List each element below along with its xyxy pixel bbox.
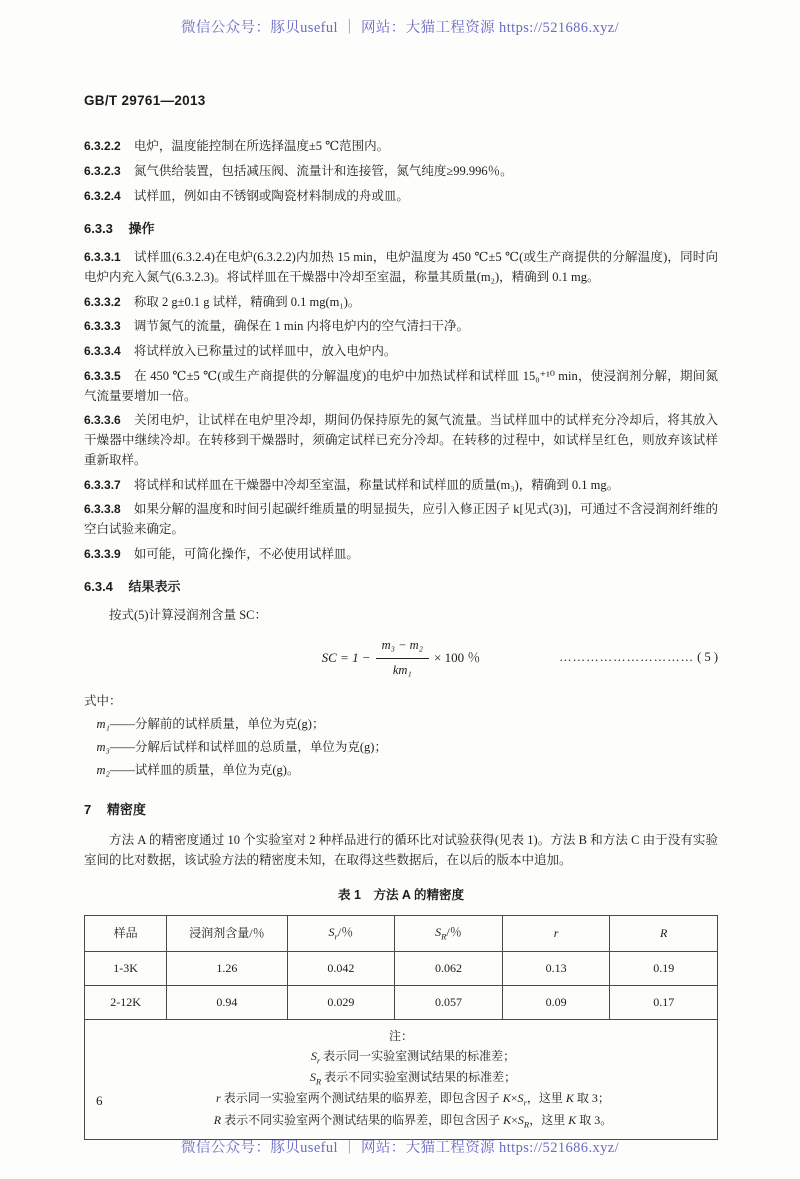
clause-number: 6.3.3.8 [84,502,121,517]
table-note: $S_R$ 表示不同实验室测试结果的标准差； [309,1069,517,1087]
table-header-row [85,916,718,952]
heading-number: 6.3.4 [84,578,113,594]
clause-6.3.3.7 [84,476,718,496]
table-cell: 0.042 [287,952,395,986]
precision-paragraph: 方法 A 的精密度通过 10 个实验室对 2 种样品进行的循环比对试验获得(见表 1)。方法 B 和方法 C 由于没有实验室间的比对数据，该试验方法的精密度未知，在取得这些数据后，在以后的版本中追加。 [84,832,718,867]
symbol-definitions [84,715,718,780]
table-note: R 表示不同实验室两个测试结果的临界差，即包含因子 $K\times S_R$，这里 K 取 3。 [213,1112,613,1130]
table-cell: 0.062 [395,952,503,986]
symbol: m₁ [96,717,110,732]
clause-number: 6.3.2.3 [84,164,121,179]
clause-text: 试样皿，例如由不锈钢或陶瓷材料制成的舟或皿。 [133,188,409,203]
clause-6.3.3.2 [84,293,718,313]
heading-7 [84,800,718,821]
clause-text: 称取 2 g±0.1 g 试样，精确到 0.1 mg(m₁)。 [133,294,361,309]
table-cell: 0.17 [610,986,718,1020]
clause-number: 6.3.3.1 [84,250,121,265]
clause-6.3.3.4 [84,342,718,362]
clause-text: 关闭电炉，让试样在电炉里冷却，期间仍保持原先的氮气流量。当试样皿中的试样充分冷却后，将其放入干燥器中继续冷却。在转移到干燥器时，须确定试样已充分冷却。在转移的过程中，如试样呈红色，则放弃该试样重新取样。 [84,413,718,467]
table-cell: 0.057 [395,986,503,1020]
symbol-definition: m₃——分解后试样和试样皿的总质量，单位为克(g)； [96,739,387,754]
formula-fraction [376,636,429,681]
clause-6.3.3.1 [84,248,718,288]
fraction-denominator: km₁ [392,662,412,677]
table-cell: 0.13 [502,952,610,986]
clause-list-632 [84,137,718,206]
clause-number: 6.3.3.7 [84,477,121,492]
table-cell: 2-12K [85,986,167,1020]
table-cell: 0.09 [502,986,610,1020]
table-row [85,952,718,986]
heading-6-3-4 [84,577,718,598]
table-header-cell: $S_r/$％ [287,916,395,952]
table-cell: 0.19 [610,952,718,986]
clause-6.3.2.4 [84,187,718,207]
table-cell: 0.029 [287,986,395,1020]
symbol: m₂ [96,762,110,777]
symbol: m₃ [96,739,110,754]
clause-number: 6.3.2.2 [84,139,121,154]
clause-number: 6.3.2.4 [84,188,121,203]
symbol-definition: m₁——分解前的试样质量，单位为克(g)； [96,717,325,732]
table-row [85,986,718,1020]
notes-label: 注： [388,1029,413,1044]
watermark-bottom: 微信公众号：豚贝useful ｜ 网站：大猫工程资源 https://521686.xyz/ [180,1140,620,1156]
clause-6.3.3.8 [84,500,718,540]
clause-text: 将试样放入已称量过的试样皿中，放入电炉内。 [133,344,397,359]
clause-text: 氮气供给装置，包括减压阀、流量计和连接管，氮气纯度≥99.996％。 [133,164,513,179]
clause-number: 6.3.3.5 [84,368,121,383]
heading-title: 结果表示 [128,578,181,594]
clause-text: 如可能，可简化操作，不必使用试样皿。 [133,546,359,561]
table-note: r 表示同一实验室两个测试结果的临界差，即包含因子 $K\times S_r$，这里 K 取 3； [216,1091,610,1108]
table-cell: 1-3K [85,952,167,986]
clause-6.3.3.5 [84,367,718,407]
clause-6.3.3.3 [84,317,718,337]
clause-6.3.2.3 [84,162,718,182]
clause-text: 电炉，温度能控制在所选择温度±5 ℃范围内。 [133,139,390,154]
clause-number: 6.3.3.4 [84,344,121,359]
clause-list-633 [84,248,718,565]
clause-text: 试样皿(6.3.2.4)在电炉(6.3.2.2)内加热 15 min，电炉温度为 450 ℃±5 ℃(或生产商提供的分解温度)，同时向电炉内充入氮气(6.3.2.3)。将试样皿在干燥器中冷却至室温，称量其质量(m₂)，精确到 0.1 mg。 [84,250,718,284]
where-label: 式中： [84,694,122,709]
formula-block [84,636,718,681]
table-header-cell: 样品 [85,916,167,952]
table-cell: 0.94 [167,986,287,1020]
clause-number: 6.3.3.6 [84,413,121,428]
equation-number [559,648,718,668]
clause-text: 将试样和试样皿在干燥器中冷却至室温，称量试样和试样皿的质量(m₃)，精确到 0.1 mg。 [133,477,620,492]
clause-text: 如果分解的温度和时间引起碳纤维质量的明显损失，应引入修正因子 k[见式(3)]，可通过不含浸润剂纤维的空白试验来确定。 [84,502,718,537]
table-title: 表 1 方法 A 的精密度 [338,888,464,903]
formula-5 [322,636,481,681]
clause-text: 在 450 ℃±5 ℃(或生产商提供的分解温度)的电炉中加热试样和试样皿 15₀⁺¹⁰ min，使浸润剂分解，期间氮气流量要增加一倍。 [84,368,718,403]
watermark-top: 微信公众号：豚贝useful ｜ 网站：大猫工程资源 https://521686.xyz/ [180,20,620,36]
clause-6.3.3.9 [84,545,718,565]
table-header-cell: $S_R/$％ [395,916,503,952]
table-header-cell: r [502,916,610,952]
equation-number-label: ( 5 ) [697,650,718,665]
heading-number: 6.3.3 [84,220,113,236]
doc-number: GB/T 29761—2013 [84,93,206,108]
formula-intro: 按式(5)计算浸润剂含量 SC： [109,608,267,623]
heading-title: 操作 [128,220,155,236]
table-notes-cell [85,1020,718,1140]
table-cell: 1.26 [167,952,287,986]
heading-number: 7 [84,802,92,818]
clause-text: 调节氮气的流量，确保在 1 min 内将电炉内的空气清扫干净。 [133,319,469,334]
formula-lhs: SC = 1 − [321,649,371,665]
heading-title: 精密度 [106,802,146,818]
page-content [84,90,718,1140]
fraction-numerator: m₃ − m₂ [376,636,429,659]
clause-6.3.2.2 [84,137,718,157]
page-number: 6 [96,1093,103,1108]
clause-6.3.3.6 [84,411,718,470]
clause-number: 6.3.3.3 [84,319,121,334]
clause-number: 6.3.3.9 [84,546,121,561]
dot-leaders: ………………………… [559,650,695,665]
table-notes-row [85,1020,718,1140]
table-header-cell: R [610,916,718,952]
clause-number: 6.3.3.2 [84,294,121,309]
formula-rhs: × 100 ％ [434,649,481,665]
precision-table [84,915,718,1140]
table-header-cell: 浸润剂含量/％ [167,916,287,952]
heading-6-3-3 [84,219,718,240]
symbol-definition: m₂——试样皿的质量，单位为克(g)。 [96,762,300,777]
table-note: $S_r$ 表示同一实验室测试结果的标准差； [310,1048,516,1065]
